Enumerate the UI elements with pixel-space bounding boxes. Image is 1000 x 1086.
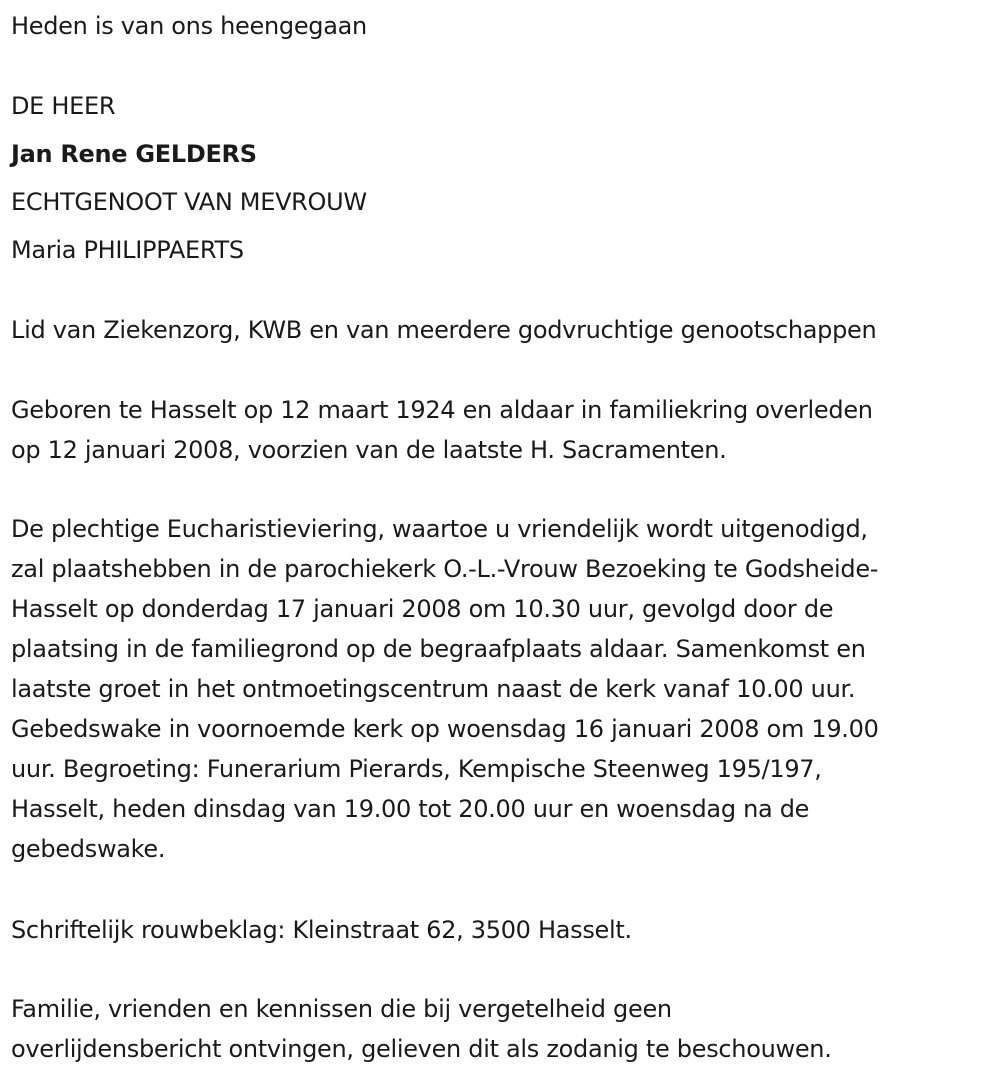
condolence-text: Schriftelijk rouwbeklag: Kleinstraat 62, 3500 Hasselt. [11, 916, 632, 944]
birth-death-paragraph [11, 390, 996, 470]
ceremony-line: Gebedswake in voornoemde kerk op woensdag 16 januari 2008 om 19.00 [11, 715, 879, 743]
spouse-label: ECHTGENOOT VAN MEVROUW [11, 188, 367, 216]
closing-paragraph [11, 989, 996, 1069]
ceremony-line: Hasselt, heden dinsdag van 19.00 tot 20.00 uur en woensdag na de [11, 795, 810, 823]
birth-death-line: Geboren te Hasselt op 12 maart 1924 en aldaar in familiekring overleden [11, 396, 873, 424]
ceremony-line: zal plaatshebben in de parochiekerk O.-L.-Vrouw Bezoeking te Godsheide- [11, 555, 879, 583]
ceremony-line: laatste groet in het ontmoetingscentrum naast de kerk vanaf 10.00 uur. [11, 675, 856, 703]
membership-text: Lid van Ziekenzorg, KWB en van meerdere godvruchtige genootschappen [11, 316, 877, 344]
intro-text: Heden is van ons heengegaan [11, 12, 367, 40]
ceremony-line: gebedswake. [11, 835, 166, 863]
deceased-name: Jan Rene GELDERS [11, 140, 257, 168]
closing-line: Familie, vrienden en kennissen die bij vergetelheid geen [11, 995, 672, 1023]
closing-line: overlijdensbericht ontvingen, gelieven dit als zodanig te beschouwen. [11, 1035, 832, 1063]
birth-death-line: op 12 januari 2008, voorzien van de laatste H. Sacramenten. [11, 436, 727, 464]
ceremony-line: De plechtige Eucharistieviering, waartoe u vriendelijk wordt uitgenodigd, [11, 515, 868, 543]
ceremony-line: plaatsing in de familiegrond op de begraafplaats aldaar. Samenkomst en [11, 635, 866, 663]
ceremony-line: Hasselt op donderdag 17 januari 2008 om 10.30 uur, gevolgd door de [11, 595, 834, 623]
ceremony-line: uur. Begroeting: Funerarium Pierards, Kempische Steenweg 195/197, [11, 755, 822, 783]
title-text: DE HEER [11, 92, 116, 120]
ceremony-paragraph [11, 509, 996, 869]
spouse-name: Maria PHILIPPAERTS [11, 236, 244, 264]
